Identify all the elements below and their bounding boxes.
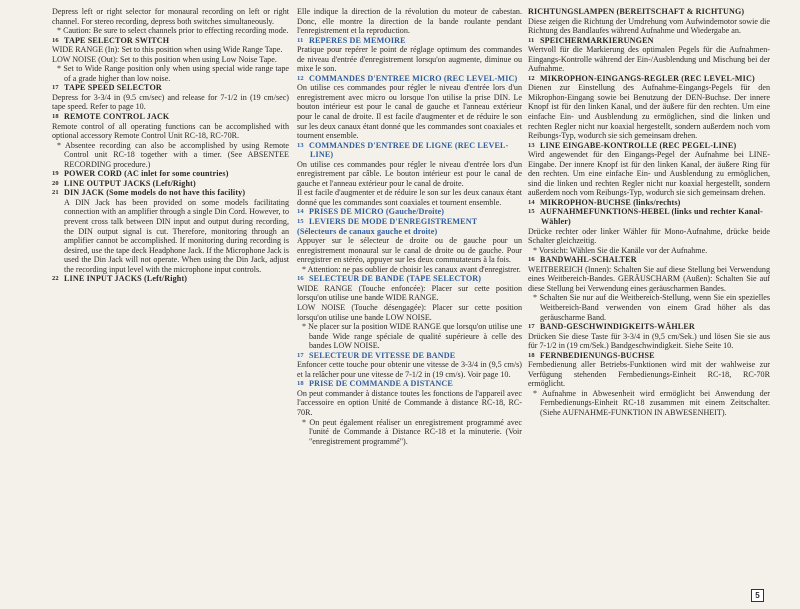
body-paragraph: A DIN Jack has been provided on some models facilitating connection with an amplifier through a single Din Cord. However, to prevent cross talk between DIN input and output during recording, the DIN output signal is cut. Therefore, monitoring through an amplifier cannot be accomplished. If monitoring during recording is desired, use the tape deck Headphone Jack. If the Microphone Jack is used the Din Jack will not operate. When using the Din Jack, adjust the recording input level with the microphone input controls. bbox=[64, 197, 289, 274]
body-paragraph: Remote control of all operating functions can be accomplished with optional accessory Remote Control Unit RC-18, RC-70R. bbox=[52, 121, 289, 141]
body-paragraph: LOW NOISE (Out): Set to this position when using Low Noise Tape. bbox=[52, 54, 277, 64]
section-heading-text: BAND-GESCHWINDIGKEITS-WÄHLER bbox=[540, 322, 695, 332]
german-column bbox=[528, 7, 770, 418]
section-heading bbox=[297, 207, 522, 217]
english-column bbox=[52, 7, 289, 284]
section-heading bbox=[297, 274, 522, 284]
body-paragraph: Enfoncer cette touche pour obtenir une vitesse de 3-3/4 in (9,5 cm/s) et la relâcher pour une vitesse de 7-1/2 in (19 cm/s). Voir page 10. bbox=[297, 360, 522, 379]
body-paragraph: On peut commander à distance toutes les fonctions de l'appareil avec l'accessoire en option Unité de Commande à distance RC-18, RC-70R. bbox=[297, 388, 522, 417]
section-heading-text: COMMANDES D'ENTREE DE LIGNE (REC LEVEL-LINE) bbox=[309, 140, 509, 160]
section-heading bbox=[528, 36, 770, 46]
body-paragraph: Wird angewendet für den Eingangs-Pegel der Aufnahme bei LINE-Eingabe. Der innere Knopf ist für den linken Kanal, der äußere Ring für den rechten. Um eine einfache Ein- und Ausblendung zu ermöglichen, sind die linken und rechten Regler nicht nur koaxial hergestellt, sondern außerdem noch vom Reibungs-Typ, wodurch sie sich gemeinsam drehen. bbox=[528, 150, 770, 198]
note-text: * Absentee recording can also be accomplished by using Remote Control unit RC-18 together with a timer. (See ABSENTEE RECORDING procedure.) bbox=[57, 140, 289, 169]
section-heading bbox=[52, 188, 289, 198]
section-heading-text: BANDWAHL-SCHALTER bbox=[540, 255, 637, 265]
section-number: 11 bbox=[528, 36, 535, 44]
section-number: 22 bbox=[52, 275, 59, 283]
body-paragraph: WEITBEREICH (Innen): Schalten Sie auf diese Stellung bei Verwendung eines Weitbereich-Bandes. GERÄUSCHARM (Außen): Schalten Sie auf diese Stellung bei Verwendung eines geräuscharmen Bandes. bbox=[528, 264, 770, 293]
section-heading-text: LEVIERS DE MODE D'ENREGISTREMENT bbox=[309, 217, 478, 227]
section-number: 16 bbox=[52, 36, 59, 44]
section-heading bbox=[52, 83, 289, 93]
section-heading bbox=[528, 74, 770, 84]
section-heading bbox=[52, 112, 289, 122]
note-text: * On peut également réaliser un enregistrement programmé avec l'unité de Commande à Distance RC-18 et la minuterie. (Voir "enregistrement programmé"). bbox=[302, 417, 522, 446]
section-heading-text: POWER CORD (AC inlet for some countries) bbox=[64, 169, 229, 179]
section-number: 16 bbox=[297, 275, 304, 283]
section-heading bbox=[297, 217, 522, 227]
section-number: 15 bbox=[528, 208, 535, 216]
section-number: 20 bbox=[52, 179, 59, 187]
note-text: * Caution: Be sure to select channels prior to effecting recording mode. bbox=[57, 26, 289, 36]
section-heading-text: LINE EINGABE-KONTROLLE (REC PEGEL-LINE) bbox=[540, 140, 737, 150]
body-paragraph: Drücken Sie diese Taste für 3-3/4 in (9,5 cm/Sek.) und lösen Sie sie aus für 7-1/2 in (19 cm/Sek.) Bandgeschwindigkeit. Siehe Seite 10. bbox=[528, 331, 770, 351]
section-heading bbox=[297, 74, 522, 84]
section-number: 11 bbox=[297, 36, 304, 44]
body-paragraph: LOW NOISE (Touche désengagée): Placer sur cette position lorsqu'on utilise une bande LOW NOISE. bbox=[297, 302, 522, 322]
body-paragraph: Diese zeigen die Richtung der Umdrehung vom Aufwindemotor sowie die Richtung des Bandlaufes während Aufnahme und Wiedergabe an. bbox=[528, 16, 770, 36]
section-number: 12 bbox=[297, 74, 304, 82]
section-heading bbox=[528, 198, 770, 208]
section-number: 14 bbox=[528, 198, 535, 206]
section-number: 18 bbox=[297, 380, 304, 388]
section-heading bbox=[52, 179, 289, 189]
body-paragraph: Drücke rechter oder linker Wähler für Mono-Aufnahme, drücke beide Schalter gleichzeitig. bbox=[528, 226, 770, 246]
body-paragraph: WIDE RANGE (In): Set to this position when using Wide Range Tape. bbox=[52, 45, 283, 55]
section-heading bbox=[52, 36, 289, 46]
section-heading bbox=[528, 351, 770, 361]
section-number: 17 bbox=[52, 84, 59, 92]
section-heading-text: LINE INPUT JACKS (Left/Right) bbox=[64, 274, 188, 284]
body-paragraph: Appuyer sur le sélecteur de droite ou de gauche pour un enregistrement monaural sur le canal de droite ou de gauche. Pour enregistrer en stéréo, appuyer sur les deux commutateurs à la fois. bbox=[297, 236, 522, 265]
note-text: * Ne placer sur la position WIDE RANGE que lorsqu'on utilise une bande Wide range spéciale de qualité supérieure à celle des bandes LOW NOISE. bbox=[302, 322, 522, 351]
section-heading-text: PRISE DE COMMANDE A DISTANCE bbox=[309, 379, 453, 389]
body-paragraph: On utilise ces commandes pour régler le niveau d'entrée lors d'un enregistrement par câble. Le bouton intérieur est pour le canal de gauche et l'anneau extérieur pour le canal de droite. bbox=[297, 159, 522, 188]
french-column bbox=[297, 7, 522, 446]
body-paragraph: Pratique pour repérer le point de réglage optimum des commandes de niveau d'entrée d'enregistrement lorsqu'on augmente, diminue ou mixe le son. bbox=[297, 45, 522, 74]
section-heading: RICHTUNGSLAMPEN (BEREITSCHAFT & RICHTUNG) bbox=[528, 7, 745, 16]
section-heading-text: SPEICHERMARKIERUNGEN bbox=[540, 35, 654, 45]
note-text: * Vorsicht: Wählen Sie die Kanäle vor der Aufnahme. bbox=[533, 245, 708, 255]
body-paragraph: Dienen zur Einstellung des Aufnahme-Eingangs-Pegels für den Mikrophon-Eingang sowie bei Benutzung der DEN-Buchse. Der innere Knopf ist für den linken Kanal, und der äußere für den rechten. Um eine einfache Ein- und Ausblendung zu ermöglichen, sind die linken und rechten Regler nicht nur koaxial hergestellt, sondern außerdem noch vom Reibungs-Typ, wodurch sie sich gemeinsam drehen. bbox=[528, 83, 770, 141]
section-heading-text: MIKROPHON-BUCHSE (links/rechts) bbox=[540, 197, 681, 207]
section-heading-text: REMOTE CONTROL JACK bbox=[64, 112, 170, 122]
section-heading-text: TAPE SELECTOR SWITCH bbox=[64, 35, 170, 45]
section-number: 13 bbox=[297, 141, 304, 149]
body-paragraph: On utilise ces commandes pour régler le niveau d'entrée lors d'un enregistrement avec micro ou lorsque l'on utilise la prise DIN. Le bouton intérieur est pour le canal de gauche et l'anneau extérieur pour le canal de droite. Il est facile d'augmenter et de réduire le son sur les deux canaux étant donné que les commandes sont coaxiales et tournent ensemble. bbox=[297, 83, 522, 141]
section-number: 13 bbox=[528, 141, 535, 149]
section-number: 21 bbox=[52, 189, 59, 197]
section-heading bbox=[297, 141, 522, 160]
section-heading-text: LINE OUTPUT JACKS (Left/Right) bbox=[64, 178, 196, 188]
body-paragraph: Wertvoll für die Markierung des optimalen Pegels für die Aufnahmen-Eingangs-Kontrolle während der Ein-/Ausblendung und Mischung bei der Aufnahme. bbox=[528, 45, 770, 74]
body-paragraph: Depress for 3-3/4 in (9.5 cm/sec) and release for 7-1/2 in (19 cm/sec) tape speed. Refer to page 10. bbox=[52, 92, 289, 112]
section-number: 18 bbox=[52, 113, 59, 121]
section-heading: (Sélecteurs de canaux gauche et droite) bbox=[297, 226, 438, 236]
note-text: * Attention: ne pas oublier de choisir les canaux avant d'enregistrer. bbox=[302, 264, 521, 274]
section-heading bbox=[52, 274, 289, 284]
page-number: 5 bbox=[751, 589, 764, 602]
note-text: * Schalten Sie nur auf die Weitbereich-Stellung, wenn Sie ein spezielles Weitbereich-Band verwenden von einem Grad höher als das geräuscharme Band. bbox=[533, 293, 770, 322]
section-number: 18 bbox=[528, 351, 535, 359]
section-heading-text: SELECTEUR DE BANDE (TAPE SELECTOR) bbox=[309, 274, 482, 284]
section-heading-text: FERNBEDIENUNGS-BUCHSE bbox=[540, 350, 655, 360]
section-heading-text: SELECTEUR DE VITESSE DE BANDE bbox=[309, 350, 456, 360]
section-heading bbox=[528, 322, 770, 332]
body-paragraph: Il est facile d'augmenter et de réduire le son sur les deux canaux étant donné que les commandes sont coaxiales et tournent ensemble. bbox=[297, 188, 522, 207]
section-heading bbox=[297, 379, 522, 389]
section-heading-text: AUFNAHMEFUNKTIONS-HEBEL (links und rechter Kanal-Wähler) bbox=[540, 207, 763, 227]
section-heading bbox=[297, 351, 522, 361]
note-text: * Aufnahme in Abwesenheit wird ermöglicht bei Anwendung der Fernbedienungs-Einheit RC-18 zusammen mit einem Zeitschalter. (Siehe AUFNAHME-FUNKTION IN ABWESENHEIT). bbox=[533, 388, 770, 417]
section-number: 14 bbox=[297, 208, 304, 216]
section-number: 17 bbox=[528, 323, 535, 331]
section-number: 15 bbox=[297, 218, 304, 226]
section-heading bbox=[528, 255, 770, 265]
section-heading-text: COMMANDES D'ENTREE MICRO (REC LEVEL-MIC) bbox=[309, 73, 518, 83]
section-number: 12 bbox=[528, 74, 535, 82]
body-paragraph: Elle indique la direction de la révolution du moteur de cabestan. Donc, elle montre la direction de la bande roulante pendant l'enregistrement et la reproduction. bbox=[297, 7, 522, 36]
section-heading-text: REPERES DE MEMOIRE bbox=[309, 35, 406, 45]
section-heading bbox=[52, 169, 289, 179]
section-number: 19 bbox=[52, 170, 59, 178]
note-text: * Set to Wide Range position only when using special wide range tape of a grade higher than low noise. bbox=[57, 64, 289, 83]
body-paragraph: WIDE RANGE (Touche enfoncée): Placer sur cette position lorsqu'on utilise une bande WIDE RANGE. bbox=[297, 283, 522, 303]
body-paragraph: Depress left or right selector for monaural recording on left or right channel. For stereo recording, depress both switches simultaneously. bbox=[52, 7, 289, 26]
body-paragraph: Fernbedienung aller Betriebs-Funktionen wird mit der wahlweise zur Verfügung stehenden Fernbedienungs-Einheit RC-18, RC-70R ermöglicht. bbox=[528, 360, 770, 389]
section-heading bbox=[528, 141, 770, 151]
section-heading-text: TAPE SPEED SELECTOR bbox=[64, 83, 162, 93]
section-number: 16 bbox=[528, 256, 535, 264]
section-heading bbox=[528, 207, 770, 226]
section-heading bbox=[297, 36, 522, 46]
section-heading-text: PRISES DE MICRO (Gauche/Droite) bbox=[309, 207, 445, 217]
section-heading-text: DIN JACK (Some models do not have this facility) bbox=[64, 188, 246, 198]
section-number: 17 bbox=[297, 351, 304, 359]
section-heading-text: MIKROPHON-EINGANGS-REGLER (REC LEVEL-MIC) bbox=[540, 73, 755, 83]
